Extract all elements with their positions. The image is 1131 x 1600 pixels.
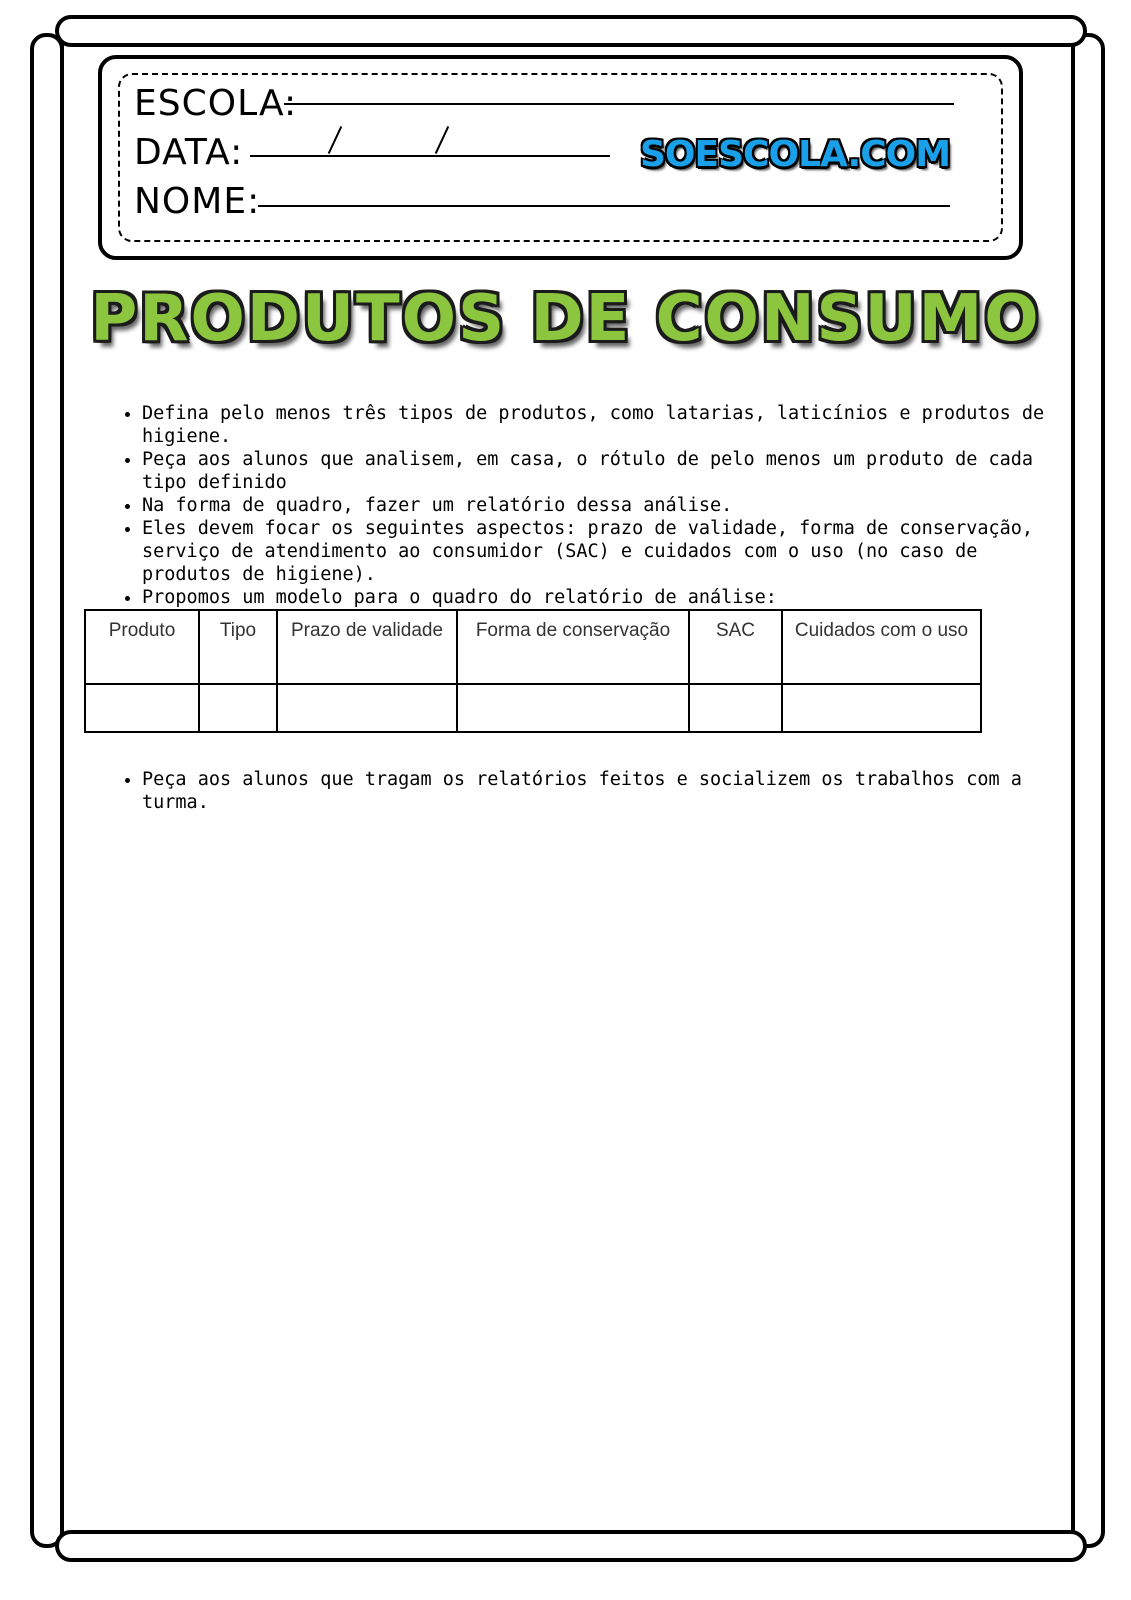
escola-line[interactable] [284,103,954,105]
table-row [85,684,981,732]
table-cell[interactable] [457,684,689,732]
table-header-row [85,610,981,684]
frame-left-roll [30,33,64,1548]
frame-top-roll [55,15,1087,47]
data-label: DATA: [134,132,244,173]
column-header-conservacao: Forma de conservação [457,610,689,684]
column-header-sac: SAC [689,610,782,684]
table-cell[interactable] [199,684,277,732]
column-header-prazo: Prazo de validade [277,610,457,684]
table-cell[interactable] [782,684,981,732]
page-title: PRODUTOS DE CONSUMO [90,282,1041,356]
soescola-logo: SOESCOLA.COM [640,134,951,175]
closing-list [100,768,1072,814]
table-cell[interactable] [277,684,457,732]
list-item: • Peça aos alunos que tragam os relatórios feitos e socializem os trabalhos com a turma. [142,768,1072,814]
list-item: • Peça aos alunos que analisem, em casa, o rótulo de pelo menos um produto de cada tipo definido [142,448,1072,494]
escola-label: ESCOLA: [134,83,298,124]
list-item: • Na forma de quadro, fazer um relatório dessa análise. [142,494,1072,517]
nome-line[interactable] [258,205,950,207]
column-header-tipo: Tipo [199,610,277,684]
list-item: • Eles devem focar os seguintes aspectos: prazo de validade, forma de conservação, serviço de atendimento ao consumidor (SAC) e cuidados com o uso (no caso de produtos de higiene). [142,517,1072,586]
report-table [84,609,982,733]
instructions-list [100,402,1072,609]
data-line[interactable] [250,155,610,157]
table-cell[interactable] [85,684,199,732]
column-header-produto: Produto [85,610,199,684]
frame-bottom-roll [55,1530,1087,1562]
list-item: • Propomos um modelo para o quadro do relatório de análise: [142,586,1072,609]
column-header-cuidados: Cuidados com o uso [782,610,981,684]
list-item: • Defina pelo menos três tipos de produtos, como latarias, laticínios e produtos de higiene. [142,402,1072,448]
frame-right-roll [1071,33,1105,1548]
table-cell[interactable] [689,684,782,732]
nome-label: NOME: [134,181,261,222]
